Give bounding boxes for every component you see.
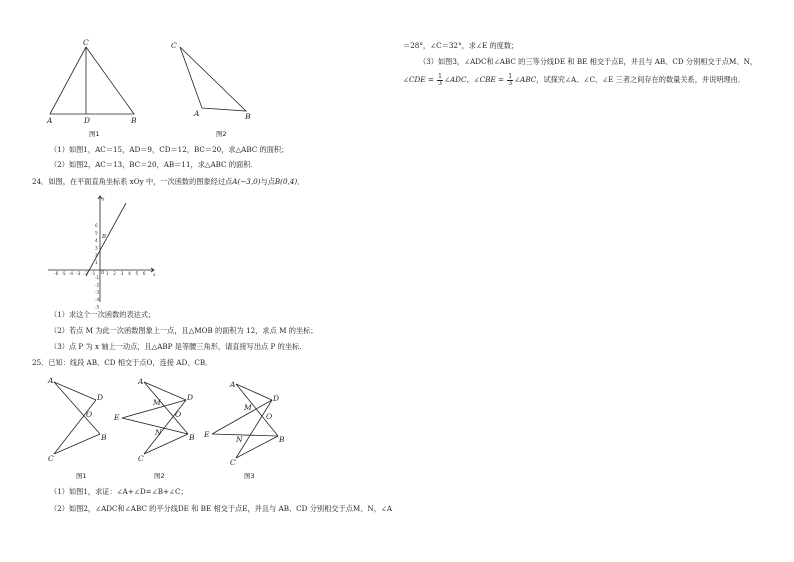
segment-cd bbox=[54, 400, 96, 454]
q23-figure-2 bbox=[168, 38, 258, 144]
point-label-b: B bbox=[245, 112, 251, 121]
point-label-d: D bbox=[84, 116, 91, 125]
origin-label: O bbox=[101, 270, 105, 275]
q23-figure-1 bbox=[40, 38, 140, 144]
point-label-e: E bbox=[204, 430, 210, 439]
point-label-b: B bbox=[189, 433, 195, 442]
point-label-d: D bbox=[187, 393, 194, 402]
segment-cd bbox=[236, 400, 272, 458]
fraction-denominator: 3 bbox=[438, 79, 442, 87]
segment-ab bbox=[236, 384, 278, 436]
y-tick-label: 6 bbox=[95, 223, 98, 229]
y-tick-label: 3 bbox=[95, 245, 98, 251]
angle-abc: ∠ABC bbox=[514, 75, 537, 84]
point-label-m: M bbox=[244, 403, 252, 412]
y-tick-labels bbox=[95, 223, 100, 309]
point-label-o: O bbox=[175, 410, 182, 419]
segment-ad bbox=[236, 384, 272, 400]
x-tick-label: -2 bbox=[83, 271, 88, 276]
point-label-d: D bbox=[273, 394, 280, 403]
q25-figure-1 bbox=[44, 370, 114, 482]
right-col-line3 bbox=[403, 73, 745, 87]
point-label-c: C bbox=[171, 41, 177, 50]
q24-coordinate-graph bbox=[44, 192, 160, 310]
triangle-abc bbox=[50, 47, 134, 114]
segment-be bbox=[212, 434, 278, 436]
y-tick-label: -1 bbox=[95, 274, 100, 280]
figure-caption: 图2 bbox=[154, 472, 165, 480]
point-label-a: A bbox=[194, 109, 200, 118]
q24-stem bbox=[32, 177, 304, 186]
right-col-line1: ＝28°，∠C＝32°，求∠E 的度数； bbox=[403, 41, 519, 50]
x-tick-label: 2 bbox=[113, 271, 116, 276]
q24-point-b: B(0,4) bbox=[274, 177, 298, 186]
y-tick-label: -4 bbox=[95, 297, 100, 303]
q25-figure-3 bbox=[200, 370, 300, 482]
x-tick-label: 5 bbox=[135, 271, 139, 276]
fraction-denominator: 3 bbox=[508, 79, 513, 87]
point-label-b: B bbox=[279, 435, 285, 444]
y-tick-label: 1 bbox=[95, 260, 98, 266]
segment-cb bbox=[144, 434, 188, 454]
figure-caption: 图1 bbox=[89, 130, 100, 138]
x-tick-label: -6 bbox=[54, 271, 59, 276]
y-tick-label: 2 bbox=[95, 252, 98, 258]
q25-figure-2 bbox=[112, 370, 212, 482]
fraction-numerator: 1 bbox=[508, 72, 513, 80]
point-label-b: B bbox=[101, 433, 107, 442]
y-tick-label: -5 bbox=[95, 304, 100, 310]
q25-stem: 25．已知：线段 AB、CD 相交于点O，连接 AD、CB． bbox=[32, 358, 213, 367]
q23-part1: （1）如图1，AC＝15，AD＝9，CD＝12，BC＝20，求△ABC 的面积； bbox=[50, 145, 289, 154]
x-tick-label: 1 bbox=[105, 271, 109, 276]
q25-part1: （1）如图1，求证：∠A+∠D=∠B+∠C； bbox=[50, 487, 188, 496]
angle-cbe: ，∠CBE = bbox=[466, 75, 504, 84]
point-label-c: C bbox=[48, 454, 54, 463]
point-label-o: O bbox=[86, 410, 93, 419]
segment-cb bbox=[54, 434, 100, 454]
segment-ad bbox=[144, 382, 186, 400]
point-label-d: D bbox=[97, 393, 104, 402]
fraction-one-third bbox=[437, 74, 443, 87]
point-label-a: A bbox=[230, 380, 236, 389]
x-tick-label: 6 bbox=[142, 271, 146, 276]
x-tick-label: -4 bbox=[68, 271, 74, 276]
point-label-a: A bbox=[48, 376, 54, 385]
x-tick-label: -1 bbox=[91, 271, 96, 276]
point-label-a: A bbox=[47, 116, 53, 125]
y-tick-label: 5 bbox=[95, 230, 98, 236]
fraction-one-third bbox=[507, 74, 513, 87]
point-label-e: E bbox=[114, 413, 120, 422]
point-label-m: M bbox=[153, 398, 161, 407]
x-tick-label: -3 bbox=[76, 271, 81, 276]
y-tick-label: 4 bbox=[95, 237, 98, 243]
angle-cde: ∠CDE = bbox=[403, 75, 434, 84]
point-label-a: A bbox=[138, 377, 144, 386]
q24-point-a: A(−3,0) bbox=[232, 177, 261, 186]
y-tick-label: -3 bbox=[95, 289, 100, 295]
q23-part2: （2）如图2，AC＝13，BC＝20，AB＝11，求△ABC 的面积. bbox=[50, 160, 253, 169]
point-label-n: N bbox=[236, 435, 243, 444]
q24-part1: （1）求这个一次函数的表达式； bbox=[50, 310, 156, 319]
fraction-numerator: 1 bbox=[438, 72, 442, 80]
segment-ab bbox=[54, 382, 100, 434]
q24-part2: （2）若点 M 为此一次函数图象上一点，且△MOB 的面积为 12，求点 M 的坐标； bbox=[50, 326, 318, 335]
q24-stem-end: ． bbox=[297, 177, 305, 186]
x-tick-label: -5 bbox=[61, 271, 66, 276]
right-col-tail: ，试探究∠A、∠C、∠E 三者之间存在的数量关系，并说明理由． bbox=[536, 75, 746, 84]
x-tick-label: 4 bbox=[128, 271, 131, 276]
figure-caption: 图1 bbox=[76, 472, 87, 480]
segment-ad bbox=[54, 382, 96, 400]
figure-caption: 图2 bbox=[216, 130, 227, 138]
y-tick-label: -2 bbox=[95, 282, 100, 288]
q24-part3: （3）点 P 为 x 轴上一动点，且△ABP 是等腰三角形，请直接写出点 P 的坐标. bbox=[50, 342, 302, 351]
point-label-c: C bbox=[230, 458, 236, 467]
point-label-b: B bbox=[131, 116, 137, 125]
figure-caption: 图3 bbox=[244, 472, 255, 480]
q25-part2: （2）如图2，∠ADC和∠ABC 的平分线DE 和 BE 相交于点E，并且与 AB、CD 分别相交于点M、N，∠A bbox=[50, 504, 393, 513]
right-col-line2: （3）如图3，∠ADC和∠ABC 的三等分线DE 和 BE 相交于点E，并且与 AB、CD 分别相交于点M、N， bbox=[419, 57, 758, 66]
x-axis-label: x bbox=[153, 272, 156, 277]
triangle-abc bbox=[180, 47, 246, 111]
x-tick-label: 3 bbox=[120, 271, 124, 276]
segment-cd bbox=[144, 400, 186, 454]
y-axis-label: y bbox=[102, 196, 105, 201]
angle-adc: ∠ADC bbox=[443, 75, 467, 84]
point-label-b: B bbox=[102, 234, 107, 240]
point-label-o: O bbox=[266, 412, 273, 421]
q24-stem-a: 24．如图，在平面直角坐标系 xOy 中，一次函数的图象经过点 bbox=[32, 177, 233, 186]
point-label-c: C bbox=[138, 454, 144, 463]
q24-stem-b: 与点 bbox=[260, 177, 275, 186]
point-label-n: N bbox=[155, 428, 162, 437]
point-label-c: C bbox=[83, 38, 89, 47]
